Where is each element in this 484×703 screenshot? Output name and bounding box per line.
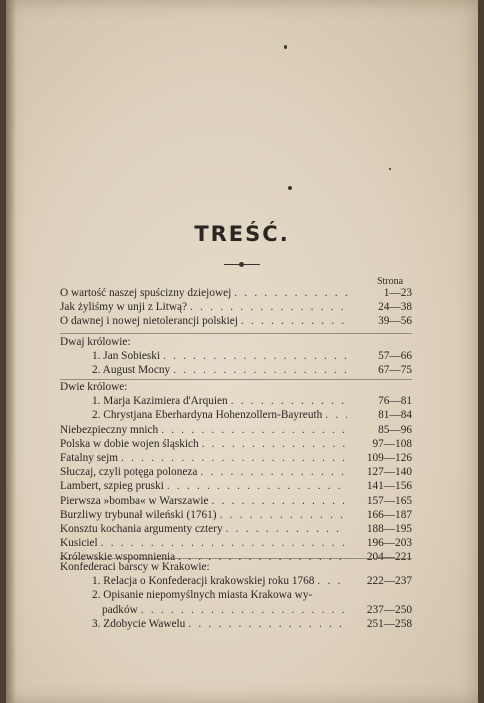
leader-dots xyxy=(101,536,347,550)
entry-pages: 39—56 xyxy=(378,315,412,328)
toc-entry xyxy=(60,465,412,479)
entry-title: Kusiciel xyxy=(60,537,98,550)
entry-title: Lambert, szpieg pruski xyxy=(60,480,164,493)
leader-dots xyxy=(121,451,347,465)
entry-pages: 188—195 xyxy=(366,522,412,535)
entry-title: 1. Jan Sobieski xyxy=(92,350,161,363)
toc-entry xyxy=(60,508,412,522)
toc-entry xyxy=(60,408,412,422)
leader-dots xyxy=(234,286,347,300)
entry-pages: 85—96 xyxy=(378,423,412,436)
entry-pages: 1—23 xyxy=(383,287,412,299)
entry-title: Słuczaj, czyli potęga poloneza xyxy=(60,466,198,479)
entry-pages: 127—140 xyxy=(366,466,412,479)
toc-entry xyxy=(60,314,412,328)
entry-title-line: 2. Opisanie niepomyślnych miasta Krakowa wy- xyxy=(92,589,313,602)
section-heading: Dwie królowe: xyxy=(60,381,128,393)
entry-pages: 24—38 xyxy=(378,301,412,314)
entry-pages: 67—75 xyxy=(378,364,412,377)
leader-dots xyxy=(317,574,347,588)
page-column-header: Strona xyxy=(377,276,404,287)
toc-entry-continuation xyxy=(60,603,412,617)
section-heading: Dwaj królowie: xyxy=(60,336,131,348)
entry-title: Fatalny sejm xyxy=(60,451,119,464)
toc-intro-section xyxy=(60,286,412,329)
leader-dots xyxy=(325,408,347,422)
entry-pages: 97—108 xyxy=(372,437,412,450)
leader-dots xyxy=(231,394,347,408)
entry-title: 3. Zdobycie Wawelu xyxy=(92,617,186,630)
leader-dots xyxy=(226,522,347,536)
ink-speck xyxy=(389,168,391,170)
leader-dots xyxy=(241,314,347,328)
leader-dots xyxy=(188,617,347,631)
entry-title: Jak żyliśmy w unji z Litwą? xyxy=(60,301,188,314)
toc-entry xyxy=(60,349,412,363)
ink-speck xyxy=(288,186,292,190)
toc-dwaj-section xyxy=(60,335,412,378)
entry-title: Burzliwy trybunał wileński (1761) xyxy=(60,508,217,521)
toc-entry xyxy=(60,479,412,493)
entry-title: Królewskie wspomnienia xyxy=(60,551,176,564)
toc-entry xyxy=(60,574,412,588)
entry-pages: 109—126 xyxy=(366,451,412,464)
page-spine-shadow xyxy=(6,0,16,703)
leader-dots xyxy=(163,349,347,363)
toc-entry xyxy=(60,394,412,408)
page-title: TREŚĆ. xyxy=(194,222,290,246)
leader-dots xyxy=(220,508,347,522)
leader-dots xyxy=(212,494,347,508)
entry-title: Konsztu kochania argumenty cztery xyxy=(60,522,223,535)
entry-title: Niebezpieczny mnich xyxy=(60,423,159,436)
entry-pages: 204—221 xyxy=(366,551,412,564)
entry-pages: 141—156 xyxy=(366,480,412,493)
entry-pages: 76—81 xyxy=(378,395,412,408)
entry-title: 1. Relacja o Konfederacji krakowskiej roku 1768 xyxy=(92,575,315,588)
ink-speck xyxy=(284,45,287,49)
entry-pages: 237—250 xyxy=(366,603,412,616)
toc-entry xyxy=(60,494,412,508)
entry-title: 2. August Mocny xyxy=(92,364,171,377)
entry-pages: 222—237 xyxy=(366,575,412,588)
entry-pages: 251—258 xyxy=(366,617,412,630)
entry-pages: 196—203 xyxy=(366,537,412,550)
leader-dots xyxy=(161,423,347,437)
toc-entry xyxy=(60,522,412,536)
entry-title: padków xyxy=(102,603,138,616)
book-page xyxy=(6,0,478,703)
toc-konf-section xyxy=(60,560,412,631)
leader-dots xyxy=(167,479,347,493)
section-heading: Konfederaci barscy w Krakowie: xyxy=(60,561,210,573)
entry-title: Polska w dobie wojen śląskich xyxy=(60,437,199,450)
entry-pages: 166—187 xyxy=(366,508,412,521)
leader-dots xyxy=(190,300,347,314)
toc-entry xyxy=(60,286,412,300)
entry-pages: 57—66 xyxy=(378,350,412,363)
toc-dwie-section xyxy=(60,380,412,564)
toc-entry xyxy=(60,536,412,550)
leader-dots xyxy=(200,465,347,479)
entry-title: 2. Chrystjana Eberhardyna Hohenzollern-Bayreuth xyxy=(92,409,323,422)
entry-pages: 157—165 xyxy=(366,494,412,507)
entry-pages: 81—84 xyxy=(378,409,412,422)
entry-title: O dawnej i nowej nietolerancji polskiej xyxy=(60,315,238,328)
leader-dots xyxy=(141,603,347,617)
title-ornament xyxy=(224,264,260,267)
leader-dots xyxy=(202,437,347,451)
toc-entry xyxy=(60,423,412,437)
entry-title: O wartość naszej spuścizny dziejowej xyxy=(60,287,232,299)
toc-entry xyxy=(60,437,412,451)
toc-entry xyxy=(60,300,412,314)
toc-entry xyxy=(60,617,412,631)
entry-title: Pierwsza »bomba« w Warszawie xyxy=(60,494,209,507)
entry-title: 1. Marja Kazimiera d'Arquien xyxy=(92,395,228,408)
toc-entry xyxy=(60,451,412,465)
